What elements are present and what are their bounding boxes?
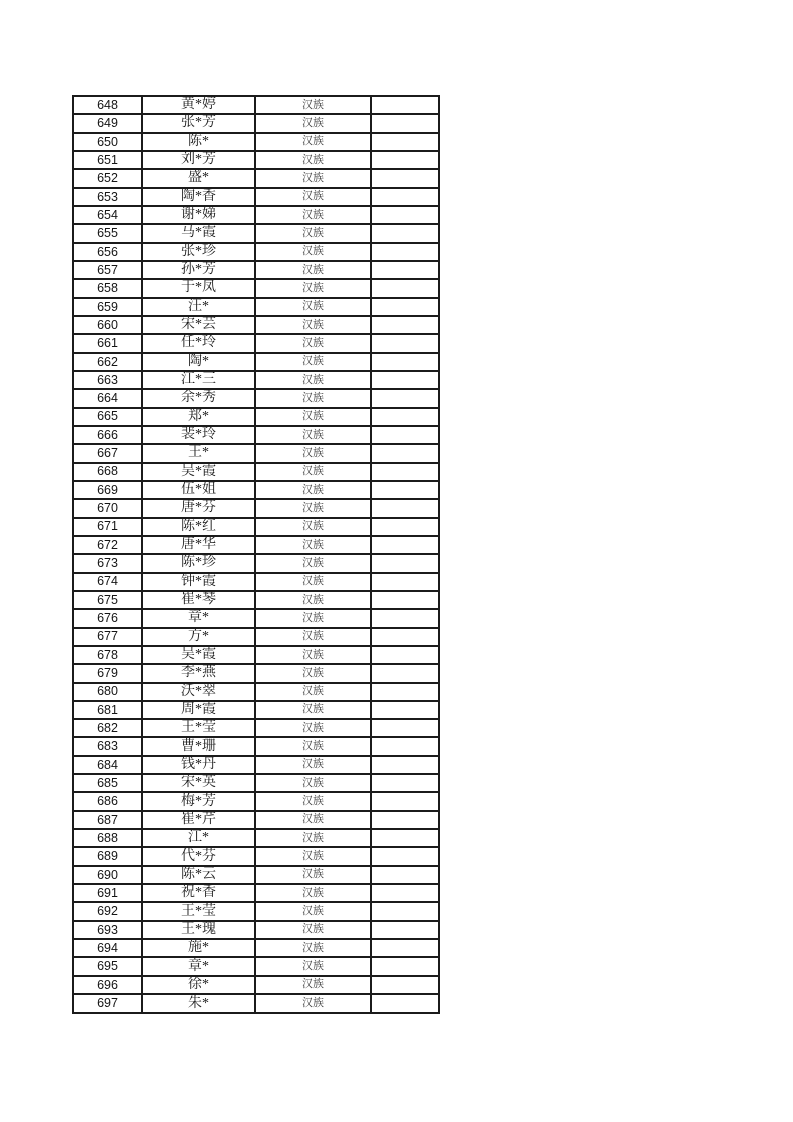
- cell-blank: [371, 261, 439, 279]
- cell-ethnicity: 汉族: [255, 316, 371, 334]
- cell-index: 675: [73, 591, 142, 609]
- cell-index: 666: [73, 426, 142, 444]
- cell-index: 694: [73, 939, 142, 957]
- cell-index: 660: [73, 316, 142, 334]
- cell-index: 671: [73, 518, 142, 536]
- cell-blank: [371, 829, 439, 847]
- cell-blank: [371, 169, 439, 187]
- cell-blank: [371, 499, 439, 517]
- cell-ethnicity: 汉族: [255, 591, 371, 609]
- cell-name: 周*霞: [142, 701, 255, 719]
- table-row: [73, 518, 439, 536]
- table-row: [73, 206, 439, 224]
- cell-ethnicity: 汉族: [255, 206, 371, 224]
- cell-name: 陈*珍: [142, 554, 255, 572]
- cell-blank: [371, 939, 439, 957]
- cell-name: 王*莹: [142, 719, 255, 737]
- cell-name: 唐*芬: [142, 499, 255, 517]
- table-row: [73, 756, 439, 774]
- table-row: [73, 847, 439, 865]
- table-row: [73, 371, 439, 389]
- cell-blank: [371, 957, 439, 975]
- cell-name: 吴*霞: [142, 463, 255, 481]
- cell-ethnicity: 汉族: [255, 114, 371, 132]
- table-row: [73, 994, 439, 1013]
- cell-ethnicity: 汉族: [255, 829, 371, 847]
- cell-name: 朱*: [142, 994, 255, 1013]
- cell-blank: [371, 847, 439, 865]
- cell-ethnicity: 汉族: [255, 243, 371, 261]
- cell-index: 652: [73, 169, 142, 187]
- table-row: [73, 737, 439, 755]
- table-row: [73, 298, 439, 316]
- cell-blank: [371, 737, 439, 755]
- cell-blank: [371, 884, 439, 902]
- cell-blank: [371, 279, 439, 297]
- cell-ethnicity: 汉族: [255, 866, 371, 884]
- cell-index: 684: [73, 756, 142, 774]
- cell-index: 691: [73, 884, 142, 902]
- table-row: [73, 96, 439, 114]
- table-row: [73, 243, 439, 261]
- table-row: [73, 939, 439, 957]
- cell-name: 黄*婷: [142, 96, 255, 114]
- cell-name: 梅*芳: [142, 792, 255, 810]
- cell-ethnicity: 汉族: [255, 646, 371, 664]
- cell-ethnicity: 汉族: [255, 279, 371, 297]
- cell-ethnicity: 汉族: [255, 169, 371, 187]
- cell-blank: [371, 133, 439, 151]
- cell-ethnicity: 汉族: [255, 188, 371, 206]
- table-row: [73, 811, 439, 829]
- cell-index: 689: [73, 847, 142, 865]
- cell-ethnicity: 汉族: [255, 921, 371, 939]
- cell-ethnicity: 汉族: [255, 518, 371, 536]
- cell-ethnicity: 汉族: [255, 298, 371, 316]
- cell-name: 陶*: [142, 353, 255, 371]
- cell-ethnicity: 汉族: [255, 737, 371, 755]
- cell-index: 677: [73, 628, 142, 646]
- cell-name: 张*芳: [142, 114, 255, 132]
- cell-ethnicity: 汉族: [255, 133, 371, 151]
- cell-index: 685: [73, 774, 142, 792]
- cell-index: 686: [73, 792, 142, 810]
- cell-blank: [371, 96, 439, 114]
- cell-blank: [371, 481, 439, 499]
- cell-ethnicity: 汉族: [255, 609, 371, 627]
- table-row: [73, 133, 439, 151]
- table-row: [73, 573, 439, 591]
- cell-index: 680: [73, 683, 142, 701]
- cell-blank: [371, 334, 439, 352]
- cell-name: 崔*琴: [142, 591, 255, 609]
- cell-ethnicity: 汉族: [255, 628, 371, 646]
- cell-name: 崔*芹: [142, 811, 255, 829]
- cell-blank: [371, 298, 439, 316]
- cell-index: 658: [73, 279, 142, 297]
- table-row: [73, 628, 439, 646]
- cell-blank: [371, 353, 439, 371]
- cell-name: 钟*霞: [142, 573, 255, 591]
- cell-index: 696: [73, 976, 142, 994]
- cell-name: 唐*华: [142, 536, 255, 554]
- table-row: [73, 463, 439, 481]
- cell-index: 665: [73, 408, 142, 426]
- cell-blank: [371, 206, 439, 224]
- cell-ethnicity: 汉族: [255, 96, 371, 114]
- cell-name: 代*芬: [142, 847, 255, 865]
- cell-index: 693: [73, 921, 142, 939]
- cell-name: 谢*娣: [142, 206, 255, 224]
- cell-name: 陈*红: [142, 518, 255, 536]
- table-row: [73, 792, 439, 810]
- cell-blank: [371, 224, 439, 242]
- cell-ethnicity: 汉族: [255, 792, 371, 810]
- cell-index: 669: [73, 481, 142, 499]
- cell-index: 683: [73, 737, 142, 755]
- cell-name: 李*燕: [142, 664, 255, 682]
- cell-index: 656: [73, 243, 142, 261]
- cell-blank: [371, 719, 439, 737]
- cell-index: 648: [73, 96, 142, 114]
- cell-index: 664: [73, 389, 142, 407]
- table-row: [73, 902, 439, 920]
- cell-ethnicity: 汉族: [255, 408, 371, 426]
- cell-blank: [371, 609, 439, 627]
- cell-index: 672: [73, 536, 142, 554]
- table-row: [73, 389, 439, 407]
- cell-blank: [371, 389, 439, 407]
- table-row: [73, 151, 439, 169]
- cell-blank: [371, 756, 439, 774]
- cell-index: 690: [73, 866, 142, 884]
- table-row: [73, 114, 439, 132]
- table-row: [73, 536, 439, 554]
- cell-index: 687: [73, 811, 142, 829]
- cell-blank: [371, 591, 439, 609]
- cell-index: 659: [73, 298, 142, 316]
- cell-blank: [371, 994, 439, 1013]
- cell-name: 江*: [142, 829, 255, 847]
- cell-ethnicity: 汉族: [255, 463, 371, 481]
- cell-ethnicity: 汉族: [255, 774, 371, 792]
- cell-ethnicity: 汉族: [255, 371, 371, 389]
- cell-ethnicity: 汉族: [255, 151, 371, 169]
- table-row: [73, 261, 439, 279]
- cell-blank: [371, 371, 439, 389]
- cell-ethnicity: 汉族: [255, 719, 371, 737]
- table-row: [73, 719, 439, 737]
- cell-ethnicity: 汉族: [255, 847, 371, 865]
- cell-ethnicity: 汉族: [255, 224, 371, 242]
- cell-ethnicity: 汉族: [255, 976, 371, 994]
- cell-ethnicity: 汉族: [255, 334, 371, 352]
- cell-ethnicity: 汉族: [255, 353, 371, 371]
- cell-name: 伍*姐: [142, 481, 255, 499]
- cell-name: 王*: [142, 444, 255, 462]
- cell-name: 宋*芸: [142, 316, 255, 334]
- cell-name: 陶*香: [142, 188, 255, 206]
- cell-blank: [371, 792, 439, 810]
- cell-blank: [371, 811, 439, 829]
- table-row: [73, 866, 439, 884]
- cell-ethnicity: 汉族: [255, 481, 371, 499]
- cell-blank: [371, 646, 439, 664]
- cell-ethnicity: 汉族: [255, 994, 371, 1013]
- table-row: [73, 957, 439, 975]
- table-row: [73, 554, 439, 572]
- cell-blank: [371, 664, 439, 682]
- table-row: [73, 683, 439, 701]
- cell-ethnicity: 汉族: [255, 554, 371, 572]
- table-row: [73, 316, 439, 334]
- cell-name: 张*珍: [142, 243, 255, 261]
- cell-name: 马*霞: [142, 224, 255, 242]
- table-row: [73, 169, 439, 187]
- cell-name: 徐*: [142, 976, 255, 994]
- cell-index: 682: [73, 719, 142, 737]
- cell-blank: [371, 151, 439, 169]
- cell-blank: [371, 463, 439, 481]
- cell-blank: [371, 518, 439, 536]
- cell-name: 沃*翠: [142, 683, 255, 701]
- cell-name: 盛*: [142, 169, 255, 187]
- cell-ethnicity: 汉族: [255, 756, 371, 774]
- cell-index: 678: [73, 646, 142, 664]
- cell-ethnicity: 汉族: [255, 701, 371, 719]
- cell-name: 江*三: [142, 371, 255, 389]
- cell-name: 祝*香: [142, 884, 255, 902]
- cell-ethnicity: 汉族: [255, 884, 371, 902]
- cell-ethnicity: 汉族: [255, 261, 371, 279]
- table-row: [73, 646, 439, 664]
- cell-index: 670: [73, 499, 142, 517]
- table-row: [73, 279, 439, 297]
- table-row: [73, 353, 439, 371]
- cell-index: 697: [73, 994, 142, 1013]
- cell-blank: [371, 902, 439, 920]
- cell-ethnicity: 汉族: [255, 389, 371, 407]
- cell-index: 692: [73, 902, 142, 920]
- cell-index: 657: [73, 261, 142, 279]
- cell-index: 651: [73, 151, 142, 169]
- table-row: [73, 829, 439, 847]
- cell-ethnicity: 汉族: [255, 444, 371, 462]
- cell-index: 667: [73, 444, 142, 462]
- cell-ethnicity: 汉族: [255, 499, 371, 517]
- cell-index: 679: [73, 664, 142, 682]
- table-row: [73, 921, 439, 939]
- table-row: [73, 976, 439, 994]
- cell-blank: [371, 243, 439, 261]
- cell-name: 章*: [142, 957, 255, 975]
- cell-index: 653: [73, 188, 142, 206]
- cell-ethnicity: 汉族: [255, 957, 371, 975]
- cell-index: 688: [73, 829, 142, 847]
- cell-name: 陈*云: [142, 866, 255, 884]
- cell-blank: [371, 554, 439, 572]
- cell-index: 676: [73, 609, 142, 627]
- cell-blank: [371, 114, 439, 132]
- cell-blank: [371, 701, 439, 719]
- cell-index: 655: [73, 224, 142, 242]
- cell-index: 661: [73, 334, 142, 352]
- cell-index: 695: [73, 957, 142, 975]
- cell-ethnicity: 汉族: [255, 664, 371, 682]
- table-row: [73, 609, 439, 627]
- cell-blank: [371, 444, 439, 462]
- table-row: [73, 334, 439, 352]
- cell-index: 668: [73, 463, 142, 481]
- cell-name: 孙*芳: [142, 261, 255, 279]
- cell-name: 王*瑰: [142, 921, 255, 939]
- cell-index: 662: [73, 353, 142, 371]
- table-row: [73, 664, 439, 682]
- cell-blank: [371, 573, 439, 591]
- cell-index: 681: [73, 701, 142, 719]
- cell-name: 汪*: [142, 298, 255, 316]
- cell-index: 654: [73, 206, 142, 224]
- cell-name: 余*秀: [142, 389, 255, 407]
- cell-name: 刘*芳: [142, 151, 255, 169]
- cell-index: 674: [73, 573, 142, 591]
- cell-name: 陈*: [142, 133, 255, 151]
- cell-ethnicity: 汉族: [255, 426, 371, 444]
- cell-blank: [371, 921, 439, 939]
- cell-name: 宋*英: [142, 774, 255, 792]
- table-row: [73, 499, 439, 517]
- table-row: [73, 444, 439, 462]
- cell-name: 施*: [142, 939, 255, 957]
- cell-blank: [371, 976, 439, 994]
- table-row: [73, 884, 439, 902]
- cell-blank: [371, 536, 439, 554]
- cell-blank: [371, 408, 439, 426]
- table-row: [73, 591, 439, 609]
- cell-name: 章*: [142, 609, 255, 627]
- cell-name: 于*凤: [142, 279, 255, 297]
- cell-name: 王*莹: [142, 902, 255, 920]
- table-row: [73, 224, 439, 242]
- table-row: [73, 188, 439, 206]
- cell-index: 673: [73, 554, 142, 572]
- table-row: [73, 481, 439, 499]
- cell-ethnicity: 汉族: [255, 939, 371, 957]
- cell-blank: [371, 426, 439, 444]
- cell-index: 650: [73, 133, 142, 151]
- cell-index: 663: [73, 371, 142, 389]
- cell-ethnicity: 汉族: [255, 573, 371, 591]
- table-row: [73, 701, 439, 719]
- cell-ethnicity: 汉族: [255, 902, 371, 920]
- roster-table-body: [73, 96, 439, 1013]
- cell-name: 任*玲: [142, 334, 255, 352]
- table-row: [73, 774, 439, 792]
- table-row: [73, 426, 439, 444]
- cell-blank: [371, 866, 439, 884]
- cell-name: 曹*珊: [142, 737, 255, 755]
- cell-blank: [371, 628, 439, 646]
- cell-blank: [371, 774, 439, 792]
- cell-ethnicity: 汉族: [255, 811, 371, 829]
- cell-ethnicity: 汉族: [255, 683, 371, 701]
- cell-name: 裴*玲: [142, 426, 255, 444]
- cell-blank: [371, 188, 439, 206]
- cell-index: 649: [73, 114, 142, 132]
- cell-blank: [371, 683, 439, 701]
- cell-name: 方*: [142, 628, 255, 646]
- cell-ethnicity: 汉族: [255, 536, 371, 554]
- cell-blank: [371, 316, 439, 334]
- cell-name: 郑*: [142, 408, 255, 426]
- cell-name: 钱*丹: [142, 756, 255, 774]
- table-row: [73, 408, 439, 426]
- roster-table: [72, 95, 440, 1014]
- cell-name: 吴*霞: [142, 646, 255, 664]
